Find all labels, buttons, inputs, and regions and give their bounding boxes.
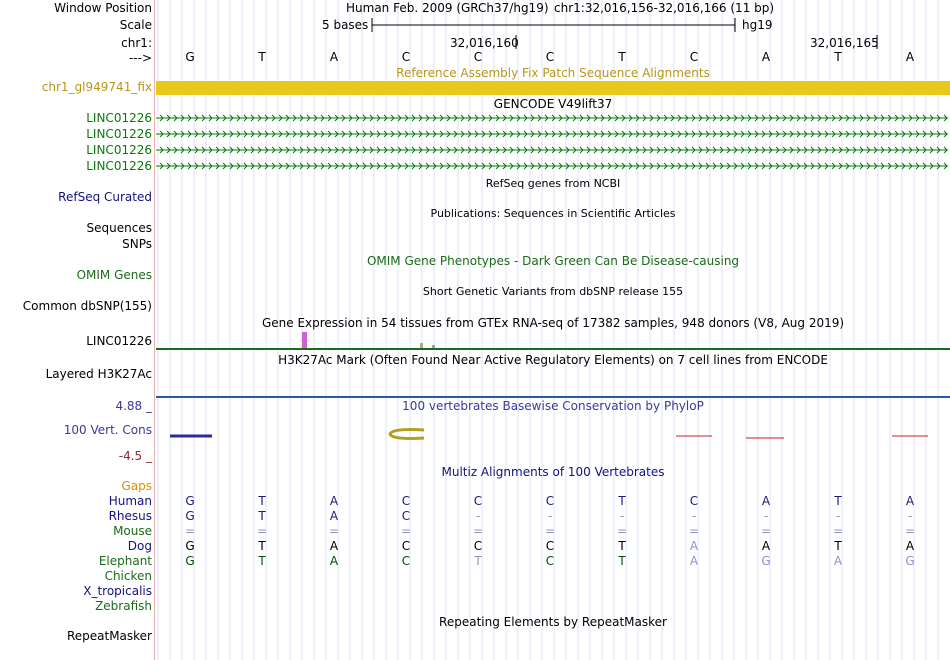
alignment-base-mouse: = xyxy=(256,524,268,538)
alignment-base-rhesus: - xyxy=(691,509,697,523)
alignment-base-dog: A xyxy=(761,539,771,553)
reference-base: T xyxy=(258,50,266,64)
scale-db-text: hg19 xyxy=(742,18,773,32)
gtex-bar-pink xyxy=(302,332,307,348)
alignment-base-dog: C xyxy=(401,539,411,553)
omim-label[interactable]: OMIM Genes xyxy=(76,268,152,282)
species-human: Human xyxy=(108,494,152,508)
alignment-base-dog: A xyxy=(329,539,339,553)
alignment-base-elephant: T xyxy=(618,554,626,568)
reference-base: A xyxy=(761,50,771,64)
cons-name-label[interactable]: 100 Vert. Cons xyxy=(63,423,152,437)
alignment-base-human: C xyxy=(473,494,483,508)
gtex-bar-minor xyxy=(432,345,435,348)
refseq-label[interactable]: RefSeq Curated xyxy=(58,190,152,204)
alignment-base-elephant: G xyxy=(905,554,915,568)
linc-label-3[interactable]: LINC01226 xyxy=(86,143,152,157)
gtex-bar-minor xyxy=(420,343,423,348)
snps-label[interactable]: SNPs xyxy=(122,237,152,251)
alignment-base-rhesus: - xyxy=(475,509,481,523)
alignment-base-dog: T xyxy=(258,539,266,553)
alignment-base-mouse: = xyxy=(472,524,484,538)
h3k27ac-label[interactable]: Layered H3K27Ac xyxy=(45,367,152,381)
alignment-base-elephant: T xyxy=(258,554,266,568)
alignment-base-human: A xyxy=(329,494,339,508)
cons-min-label: -4.5 _ xyxy=(118,449,152,463)
alignment-base-dog: C xyxy=(545,539,555,553)
alignment-base-rhesus: T xyxy=(258,509,266,523)
alignment-base-elephant: A xyxy=(689,554,699,568)
reference-base: C xyxy=(545,50,555,64)
window-position-label: Window Position xyxy=(54,1,152,15)
phylop-mark-2 xyxy=(390,430,424,439)
species-zebrafish: Zebrafish xyxy=(95,599,152,613)
species-elephant: Elephant xyxy=(98,554,152,568)
alignment-base-rhesus: G xyxy=(185,509,195,523)
alignment-base-mouse: = xyxy=(400,524,412,538)
fix-patch-bar xyxy=(156,81,950,95)
reference-base: C xyxy=(401,50,411,64)
alignment-base-human: T xyxy=(618,494,626,508)
alignment-base-elephant: G xyxy=(185,554,195,568)
scale-label: Scale xyxy=(119,18,152,32)
alignment-base-mouse: = xyxy=(544,524,556,538)
alignment-base-human: T xyxy=(834,494,842,508)
alignment-base-dog: A xyxy=(905,539,915,553)
linc-label-4[interactable]: LINC01226 xyxy=(86,159,152,173)
alignment-base-mouse: = xyxy=(328,524,340,538)
alignment-base-rhesus: C xyxy=(401,509,411,523)
position-text: chr1:32,016,156-32,016,166 (11 bp) xyxy=(554,1,775,15)
h3k27ac-title[interactable]: H3K27Ac Mark (Often Found Near Active Regulatory Elements) on 7 cell lines from ENCODE xyxy=(278,353,828,367)
reference-base: T xyxy=(618,50,626,64)
alignment-base-rhesus: - xyxy=(835,509,841,523)
species-rhesus: Rhesus xyxy=(108,509,152,523)
alignment-base-human: A xyxy=(905,494,915,508)
phylop-title[interactable]: 100 vertebrates Basewise Conservation by PhyloP xyxy=(402,399,704,413)
alignment-base-rhesus: - xyxy=(907,509,913,523)
alignment-base-rhesus: A xyxy=(329,509,339,523)
refseq-title[interactable]: RefSeq genes from NCBI xyxy=(485,177,621,190)
repeatmasker-label[interactable]: RepeatMasker xyxy=(66,629,152,643)
linc-label-2[interactable]: LINC01226 xyxy=(86,127,152,141)
alignment-base-elephant: G xyxy=(761,554,771,568)
fix-patch-label[interactable]: chr1_gl949741_fix xyxy=(41,80,152,94)
alignment-base-elephant: C xyxy=(401,554,411,568)
alignment-base-mouse: = xyxy=(760,524,772,538)
alignment-base-rhesus: - xyxy=(619,509,625,523)
alignment-base-human: C xyxy=(545,494,555,508)
multiz-title[interactable]: Multiz Alignments of 100 Vertebrates xyxy=(441,465,665,479)
reference-base: G xyxy=(185,50,195,64)
alignment-base-mouse: = xyxy=(904,524,916,538)
species-xtropicalis: X_tropicalis xyxy=(83,584,152,598)
coord-label-2: 32,016,165 xyxy=(810,36,879,50)
species-chicken: Chicken xyxy=(104,569,152,583)
gtex-title[interactable]: Gene Expression in 54 tissues from GTEx RNA-seq of 17382 samples, 948 donors (V8, Aug 2019) xyxy=(261,316,845,330)
dbsnp-label[interactable]: Common dbSNP(155) xyxy=(22,299,152,313)
alignment-base-rhesus: - xyxy=(547,509,553,523)
omim-title[interactable]: OMIM Gene Phenotypes - Dark Green Can Be Disease-causing xyxy=(366,254,740,268)
alignment-base-mouse: = xyxy=(616,524,628,538)
alignment-base-human: C xyxy=(401,494,411,508)
reference-base: C xyxy=(689,50,699,64)
alignment-base-dog: A xyxy=(689,539,699,553)
alignment-base-elephant: A xyxy=(329,554,339,568)
alignment-base-dog: T xyxy=(618,539,626,553)
publications-title[interactable]: Publications: Sequences in Scientific Articles xyxy=(430,207,676,220)
strand-label: ---> xyxy=(128,51,152,65)
coord-label-1: 32,016,160 xyxy=(450,36,519,50)
alignment-base-elephant: T xyxy=(474,554,482,568)
gencode-title[interactable]: GENCODE V49lift37 xyxy=(493,97,613,111)
alignment-base-human: T xyxy=(258,494,266,508)
linc-label-1[interactable]: LINC01226 xyxy=(86,111,152,125)
scale-text: 5 bases xyxy=(322,18,369,32)
reference-base: A xyxy=(329,50,339,64)
alignment-base-dog: T xyxy=(834,539,842,553)
species-mouse: Mouse xyxy=(113,524,152,538)
sequences-label[interactable]: Sequences xyxy=(86,221,152,235)
alignment-base-human: G xyxy=(185,494,195,508)
repeatmasker-title[interactable]: Repeating Elements by RepeatMasker xyxy=(439,615,667,629)
fix-patch-title[interactable]: Reference Assembly Fix Patch Sequence Alignments xyxy=(396,66,710,80)
cons-max-label: 4.88 _ xyxy=(115,399,152,413)
gaps-label: Gaps xyxy=(121,479,152,493)
alignment-base-rhesus: - xyxy=(763,509,769,523)
alignment-base-human: A xyxy=(761,494,771,508)
chrom-label: chr1: xyxy=(121,36,152,50)
alignment-base-dog: G xyxy=(185,539,195,553)
reference-base: C xyxy=(473,50,483,64)
reference-base: T xyxy=(834,50,842,64)
alignment-base-human: C xyxy=(689,494,699,508)
alignment-base-mouse: = xyxy=(688,524,700,538)
reference-base: A xyxy=(905,50,915,64)
alignment-base-elephant: A xyxy=(833,554,843,568)
alignment-base-mouse: = xyxy=(184,524,196,538)
label-divider xyxy=(154,0,155,660)
alignment-base-elephant: C xyxy=(545,554,555,568)
alignment-base-mouse: = xyxy=(832,524,844,538)
assembly-text: Human Feb. 2009 (GRCh37/hg19) xyxy=(346,1,549,15)
dbsnp-title[interactable]: Short Genetic Variants from dbSNP release 155 xyxy=(422,285,684,298)
alignment-base-dog: C xyxy=(473,539,483,553)
species-dog: Dog xyxy=(127,539,152,553)
gtex-gene-label[interactable]: LINC01226 xyxy=(86,334,152,348)
